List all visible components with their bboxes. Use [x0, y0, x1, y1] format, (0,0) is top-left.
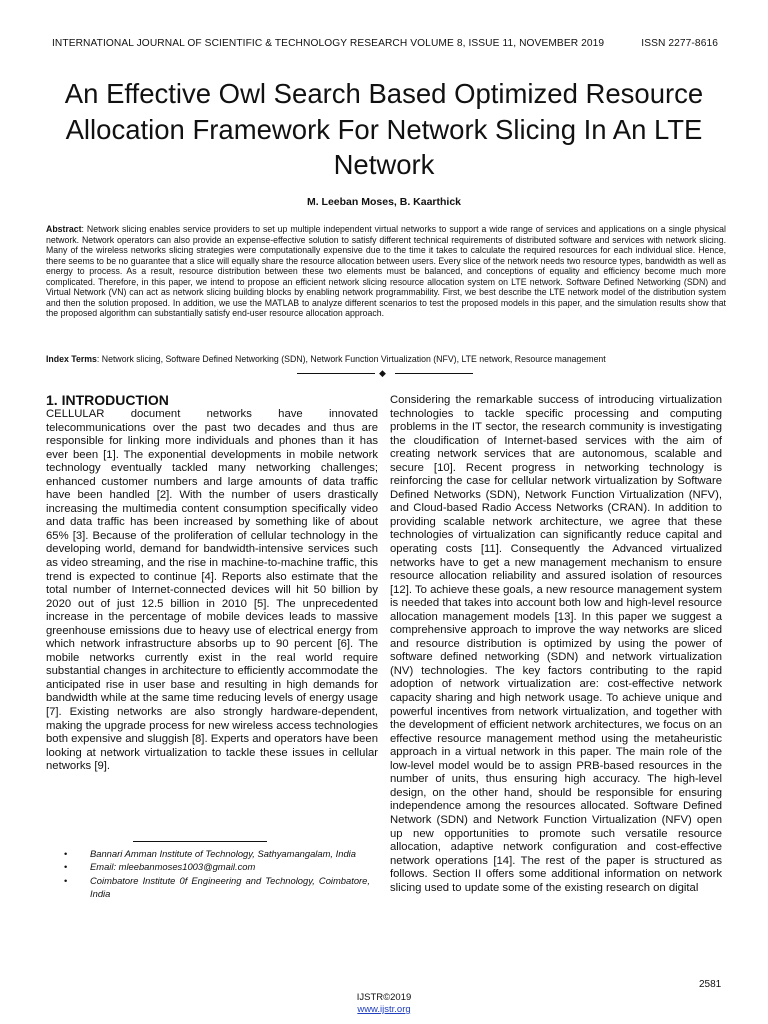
publisher-copyright: IJSTR©2019: [356, 992, 412, 1003]
paper-title: An Effective Owl Search Based Optimized Resource Allocation Framework For Network Slicing In An LTE Network: [64, 78, 704, 180]
body-paragraph-left: CELLULAR document networks have innovated telecommunications over the past two decades and thus are responsible for linking more individuals and phones than it has ever been [1]. The exponential developments in mobile network technology eventually tackled many networking challenges; enhanced customer numbers and large amounts of data traffic have been handled [2]. With the number of users drastically increasing the multimedia content consumption specifically video and data traffic has been increased by something like of about 65% [3]. Because of the proliferation of cellular technology in the developing world, demand for bandwidth-intensive services such as video streaming, and the rise in machine-to-machine traffic, this trend is expected to continue [4]. Reports also estimate that the total number of Internet-connected devices will hit 50 billion by 2020 out of just 12.5 billion in 2010 [5]. The unprecedented increase in the percentage of mobile devices leads to massive greenhouse emissions due to heavy use of electrical energy from which network infrastructure absorbs up to 90 percent [6]. The mobile networks currently exist in the real world require substantial changes in architecture to efficiently accommodate the anticipated rise in user base and resulting in high demands for bandwidth while at the same time reducing levels of energy usage [7]. Existing networks are also strongly hardware-dependent, making the upgrade process for new wireless access technologies both expensive and sluggish [8]. Experts and operators have been looking at network virtualization to tackle these issues in cellular networks [9].: [46, 408, 378, 773]
right-column: [390, 394, 722, 895]
affiliation-footnotes: [64, 847, 370, 901]
bullet-icon: •: [64, 848, 68, 859]
footnote-item: [64, 860, 370, 873]
index-terms-text: : Network slicing, Software Defined Networking (SDN), Network Function Virtualization (NFV), LTE network, Resource management: [96, 354, 606, 364]
section-separator: [297, 366, 473, 380]
page-number: 2581: [699, 979, 722, 990]
abstract: [46, 224, 726, 319]
index-terms-label: Index Terms: [46, 354, 97, 364]
bullet-icon: •: [64, 874, 68, 886]
footnote-rule: [133, 841, 267, 842]
index-terms: [46, 354, 726, 365]
diamond-icon: ◆: [379, 368, 386, 378]
footnote-item: [64, 874, 370, 901]
footnote-text: Bannari Amman Institute of Technology, Sathyamangalam, India: [90, 848, 356, 859]
body-paragraph-right: Considering the remarkable success of introducing virtualization technologies to tackle specific processing and computing problems in the IT sector, the research community is investigating the cloudification of Internet-based services with the aim of creating network services that are autonomous, scalable and secure [10]. Recent progress in networking technology is reinforcing the case for cellular network virtualization by Software Defined Networks (SDN), Network Function Virtualization (NFV), and Cloud-based Radio Access Networks (CRAN). In addition to providing scalable network architecture, we agree that these technologies of virtualization can significantly reduce capital and operating costs [11]. Consequently the Advanced virtualized networks have to get a new management mechanism to ensure resource allocation reliability and assured isolation of resources [12]. To achieve these goals, a new resource management system is needed that takes into account both low and high-level resource allocation management models [13]. In this paper we suggest a comprehensive approach to improve the way networks are sliced and resource distribution is optimized by using the power of software defined networking (SDN) and network virtualization (NV) technologies. The key factors contributing to the rapid adoption of network virtualization are: cost-effective network capacity sharing and high network usage. To achieve unique and powerful incentives from network virtualization, and together with the development of efficient network architectures, we focus on an effective resource management method using the metaheuristic approach in a virtual network in this paper. The main role of the low-level model would be to assign PRB-based resources in the number of units, thus ensuring high accuracy. The high-level design, on the other hand, should be responsible for ensuring independence among the resources allocated. Software Defined Network (SDN) and Network Function Virtualization (NFV) open up new opportunities to promote such versatile resource allocation, adaptive network configuration and cost-effective network operations [14]. The rest of the paper is structured as follows. Section II offers some additional information on network slicing used to update some of the existing research on digital: [390, 394, 722, 894]
author-list: M. Leeban Moses, B. Kaarthick: [306, 196, 462, 208]
section-heading: 1. INTRODUCTION: [46, 392, 169, 408]
separator-line-right: [395, 373, 473, 374]
bullet-icon: •: [64, 861, 68, 873]
separator-line-left: [297, 373, 375, 374]
footnote-text: Coimbatore Institute 0f Engineering and Technology, Coimbatore, India: [90, 874, 370, 900]
abstract-text: : Network slicing enables service providers to set up multiple independent virtual networks to support a wide range of services and applications on a single physical network. Network operators can also provide an expense-effective solution to satisfy different technical requirements of distributed software and services with network slicing. Many of the wireless networks slicing strategies were computationally expensive due to the time it takes to calculate the required resources for each individual slice. Hence, there seems to be no guarantee that a slice will equally share the resource allocation between users. Every slice of the network needs two resource types, bandwidth as well as energy to process. As a result, resource distribution between these two elements must be balanced, and conceptions of equality and efficiency become much more complicated. Therefore, in this paper, we intend to propose an efficient network slicing resource allocation system on LTE network. Software Defined Networking (SDN) and Virtual Network (VN) can act as network slicing building blocks by enabling network programmability. First, we best describe the LTE network model of the distribution system and then the solution proposed. In addition, we use the MATLAB to analyze different scenarios to test the proposed models in this paper, and the simulation results show that the proposed algorithm can substantially satisfy end-user resource allocation approach.: [46, 224, 726, 319]
footnote-text: Email: mleebanmoses1003@gmail.com: [90, 861, 256, 873]
journal-header: INTERNATIONAL JOURNAL OF SCIENTIFIC & TECHNOLOGY RESEARCH VOLUME 8, ISSUE 11, NOVEMBER 2019: [52, 38, 605, 49]
page-footer: [0, 992, 768, 1016]
abstract-label: Abstract: [46, 224, 82, 234]
journal-url-link[interactable]: www.ijstr.org: [357, 1004, 411, 1015]
footnote-item: [64, 847, 370, 860]
issn-label: ISSN 2277-8616: [641, 38, 718, 49]
left-column: [46, 392, 378, 774]
